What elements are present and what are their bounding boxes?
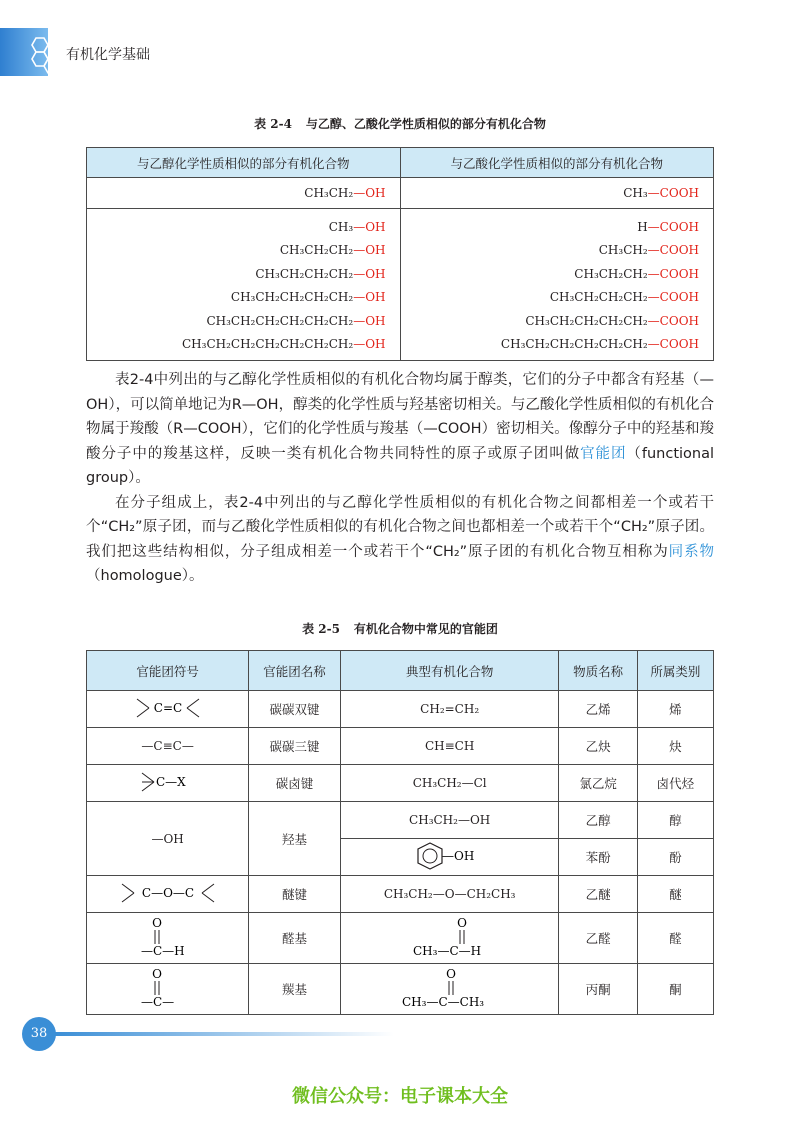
table1-row (87, 286, 714, 310)
table2-row (87, 691, 714, 728)
header-name: 官能团名称 (249, 651, 341, 691)
compound-text: CH₃—C—H (412, 943, 481, 958)
symbol-cell (87, 913, 249, 964)
alkyl-chain: CH₃CH₂CH₂ (574, 266, 648, 281)
substance-cell: 乙烯 (559, 691, 637, 728)
symbol-cell: —C≡C— (87, 728, 249, 765)
acid-cell (400, 209, 714, 239)
compound-text: CH₃—C—CH₃ (401, 994, 484, 1009)
name-cell: 碳卤键 (249, 765, 341, 802)
acid-cell (400, 239, 714, 263)
carboxyl-group: —COOH (647, 266, 699, 281)
table1-number: 表 2-4 (254, 117, 292, 131)
hydroxyl-group: —OH (353, 313, 386, 328)
alkyl-chain: CH₃CH₂CH₂CH₂CH₂ (230, 290, 354, 305)
substance-cell: 氯乙烷 (559, 765, 637, 802)
wechat-watermark: 微信公众号：电子课本大全 (292, 1086, 508, 1107)
category-cell: 醇 (637, 802, 713, 839)
alcohol-cell (87, 286, 401, 310)
compound-cell (340, 964, 559, 1015)
oxygen-text: O (151, 915, 162, 930)
phenol-structure-icon (410, 840, 490, 872)
symbol-cell: —OH (87, 802, 249, 876)
symbol-text: —C—H (140, 943, 185, 958)
symbol-cell (87, 964, 249, 1015)
symbol-text: C—X (155, 774, 186, 789)
compound-cell (340, 839, 559, 876)
phenol-oh-text: —OH (441, 848, 474, 863)
book-title: 有机化学基础 (66, 47, 150, 63)
header-substance: 物质名称 (559, 651, 637, 691)
table2-row (87, 964, 714, 1015)
table2-header-row (87, 651, 714, 691)
table2-number: 表 2-5 (302, 622, 340, 636)
paragraph-text: 在分子组成上，表2-4中列出的与乙醇化学性质相似的有机化合物之间都相差一个或若干个“CH₂”原子团，而与乙酸化学性质相似的有机化合物之间也都相差一个或若干个“CH₂”原子团。我们把这些结构相似，分子组成相差一个或若干个“CH₂”原子团的有机化合物互相称为 (86, 494, 714, 560)
aldehyde-group-icon (133, 915, 203, 959)
substance-cell: 苯酚 (559, 839, 637, 876)
hydroxyl-group: —OH (353, 186, 386, 200)
name-cell: 醚键 (249, 876, 341, 913)
alkyl-chain: CH₃CH₂CH₂CH₂ (549, 290, 648, 305)
ether-bonds-icon (118, 881, 218, 905)
table1-caption (0, 115, 800, 132)
substance-cell: 乙醚 (559, 876, 637, 913)
page-header (0, 0, 800, 80)
paragraph-text: （homologue）。 (86, 568, 204, 584)
table1-header-alcohol: 与乙醇化学性质相似的部分有机化合物 (87, 148, 401, 178)
name-cell: 羟基 (249, 802, 341, 876)
paragraph-homologue (86, 491, 714, 589)
carboxyl-group: —COOH (647, 243, 699, 258)
substance-cell: 乙醛 (559, 913, 637, 964)
table1-row (87, 333, 714, 361)
alkyl-chain: CH₃CH₂ (598, 243, 648, 258)
table1-row (87, 309, 714, 333)
hydroxyl-group: —OH (353, 243, 386, 258)
substance-cell: 乙炔 (559, 728, 637, 765)
alcohol-cell (87, 209, 401, 239)
acid-cell (400, 309, 714, 333)
acetaldehyde-structure-icon (395, 915, 505, 959)
symbol-text: C—O—C (141, 885, 194, 900)
symbol-cell (87, 765, 249, 802)
hydroxyl-group: —OH (353, 219, 386, 234)
name-cell: 碳碳三键 (249, 728, 341, 765)
carboxyl-group: —COOH (647, 219, 699, 234)
acetone-structure-icon (390, 966, 510, 1010)
compound-cell (340, 913, 559, 964)
carboxyl-group: —COOH (647, 313, 699, 328)
substance-cell: 丙酮 (559, 964, 637, 1015)
acid-cell (400, 333, 714, 361)
acid-cell (400, 178, 714, 209)
page-number: 38 (22, 1017, 56, 1051)
table1-row (87, 262, 714, 286)
hydroxyl-group: —OH (353, 290, 386, 305)
keyword-homologue: 同系物 (668, 543, 714, 560)
name-cell: 醛基 (249, 913, 341, 964)
alcohol-cell (87, 333, 401, 361)
symbol-cell (87, 691, 249, 728)
table1-row (87, 239, 714, 263)
header-compound: 典型有机化合物 (340, 651, 559, 691)
table2-row (87, 728, 714, 765)
table1-row (87, 178, 714, 209)
table2-row (87, 876, 714, 913)
table1-header-acid: 与乙酸化学性质相似的部分有机化合物 (400, 148, 714, 178)
alkene-bonds-icon (133, 696, 203, 720)
oxygen-text: O (445, 966, 456, 981)
alcohol-cell (87, 178, 401, 209)
symbol-cell (87, 876, 249, 913)
category-cell: 卤代烃 (637, 765, 713, 802)
table2-caption (0, 620, 800, 637)
acid-cell (400, 262, 714, 286)
table-2-5 (86, 650, 714, 1015)
keyword-functional-group: 官能团 (580, 445, 627, 462)
carboxyl-group: —COOH (647, 186, 699, 200)
table-2-4 (86, 147, 714, 361)
carbonyl-group-icon (133, 966, 203, 1010)
table2-row (87, 765, 714, 802)
symbol-text: C=C (153, 700, 182, 715)
alkyl-chain: CH₃CH₂CH₂CH₂CH₂CH₂ (206, 313, 354, 328)
table1-title: 与乙醇、乙酸化学性质相似的部分有机化合物 (305, 117, 546, 131)
carbon-halogen-bonds-icon (138, 770, 198, 794)
name-cell: 碳碳双键 (249, 691, 341, 728)
hydroxyl-group: —OH (353, 266, 386, 281)
hydroxyl-group: —OH (353, 337, 386, 352)
paragraph-functional-group (86, 368, 714, 491)
name-cell: 羰基 (249, 964, 341, 1015)
alkyl-chain: CH₃ (623, 186, 648, 200)
alkyl-chain: CH₃CH₂CH₂ (279, 243, 354, 258)
substance-cell: 乙醇 (559, 802, 637, 839)
compound-cell: CH₃CH₂—Cl (340, 765, 559, 802)
header-category: 所属类别 (637, 651, 713, 691)
alkyl-chain: CH₃CH₂CH₂CH₂CH₂ (525, 313, 648, 328)
alcohol-cell (87, 262, 401, 286)
table1-header-row (87, 148, 714, 178)
category-cell: 酮 (637, 964, 713, 1015)
category-cell: 醚 (637, 876, 713, 913)
header-symbol: 官能团符号 (87, 651, 249, 691)
alcohol-cell (87, 309, 401, 333)
alcohol-cell (87, 239, 401, 263)
category-cell: 醛 (637, 913, 713, 964)
compound-cell: CH₂=CH₂ (340, 691, 559, 728)
hexagon-logo-icon (26, 36, 66, 76)
compound-cell: CH₃CH₂—OH (340, 802, 559, 839)
alkyl-chain: CH₃ (328, 219, 354, 234)
alkyl-chain: CH₃CH₂ (304, 186, 354, 200)
carboxyl-group: —COOH (647, 290, 699, 305)
category-cell: 炔 (637, 728, 713, 765)
compound-cell: CH₃CH₂—O—CH₂CH₃ (340, 876, 559, 913)
acid-cell (400, 286, 714, 310)
table2-title: 有机化合物中常见的官能团 (353, 622, 498, 636)
table2-row (87, 802, 714, 839)
alkyl-chain: CH₃CH₂CH₂CH₂CH₂CH₂CH₂ (181, 337, 354, 352)
oxygen-text: O (151, 966, 162, 981)
carboxyl-group: —COOH (647, 337, 699, 352)
footer-decor-line (54, 1032, 394, 1036)
alkyl-chain: CH₃CH₂CH₂CH₂CH₂CH₂ (500, 337, 648, 352)
body-text (86, 368, 714, 589)
category-cell: 酚 (637, 839, 713, 876)
table1-row (87, 209, 714, 239)
alkyl-chain: H (637, 219, 648, 234)
paragraph-text: （functional group）。 (86, 445, 715, 486)
oxygen-text: O (456, 915, 467, 930)
table2-row (87, 913, 714, 964)
symbol-text: —C— (140, 994, 174, 1009)
alkyl-chain: CH₃CH₂CH₂CH₂ (255, 266, 354, 281)
compound-cell: CH≡CH (340, 728, 559, 765)
paragraph-text: 表2-4中列出的与乙醇化学性质相似的有机化合物均属于醇类，它们的分子中都含有羟基（—OH），可以简单地记为R—OH，醇类的化学性质与羟基密切相关。与乙酸化学性质相似的有机化合物属于羧酸（R—COOH），它们的化学性质与羧基（—COOH）密切相关。像醇分子中的羟基和羧酸分子中的羧基这样，反映一类有机化合物共同特性的原子或原子团叫做 (86, 372, 714, 462)
category-cell: 烯 (637, 691, 713, 728)
